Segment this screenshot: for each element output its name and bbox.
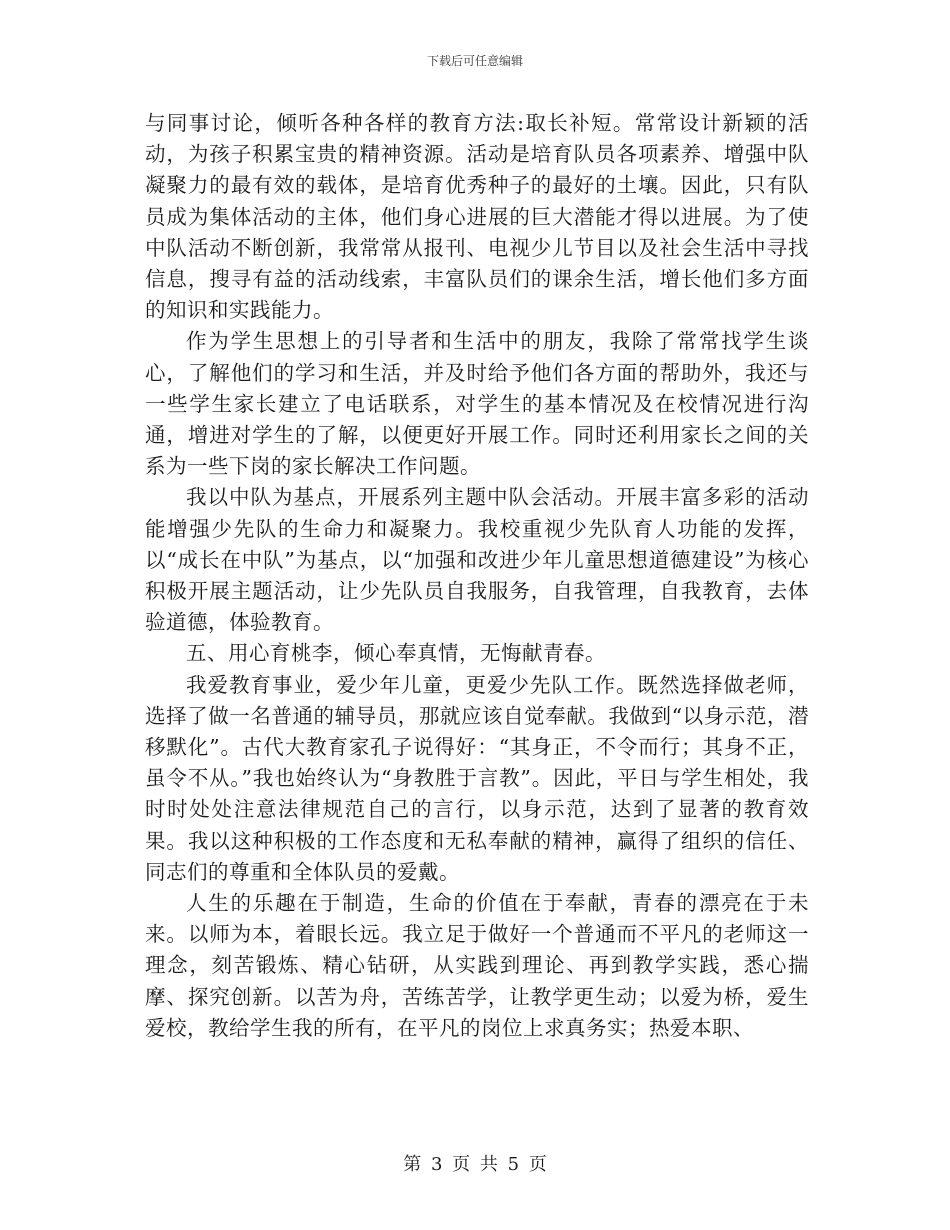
section-heading-5: 五、用心育桃李，倾心奉真情，无悔献青春。 [186, 641, 606, 666]
paragraph-5: 人生的乐趣在于制造，生命的价值在于奉献，青春的漂亮在于未来。以师为本，着眼长远。我立足于做好一个普通而不平凡的老师这一理念，刻苦锻炼、精心钻研，从实践到理论、再到教学实践，悉心揣摩、探究创新。以苦为舟，苦练苦学，让教学更生动；以爱为桥，爱生爱校，教给学生我的所有，在平凡的岗位上求真务实；热爱本职、 [145, 891, 809, 1040]
page-header: 下载后可任意编辑 [426, 54, 523, 68]
paragraph-4: 我爱教育事业，爱少年儿童，更爱少先队工作。既然选择做老师，选择了做一名普通的辅导员，那就应该自觉奉献。我做到“以身示范，潜移默化”。古代大教育家孔子说得好：“其身正，不令而行；其身不正，虽令不从。”我也始终认为“身教胜于言教”。因此，平日与学生相处，我时时处处注意法律规范自己的言行，以身示范，达到了显著的教育效果。我以这种积极的工作态度和无私奉献的精神，赢得了组织的信任、同志们的尊重和全体队员的爱戴。 [145, 672, 809, 884]
document-body [145, 108, 809, 1044]
page-number-footer: 第 3 页 共 5 页 [403, 1154, 547, 1175]
paragraph-2: 作为学生思想上的引导者和生活中的朋友，我除了常常找学生谈心，了解他们的学习和生活，并及时给予他们各方面的帮助外，我还与一些学生家长建立了电话联系，对学生的基本情况及在校情况进行沟通，增进对学生的了解，以便更好开展工作。同时还利用家长之间的关系为一些下岗的家长解决工作问题。 [145, 329, 809, 479]
paragraph-1: 与同事讨论，倾听各种各样的教育方法:取长补短。常常设计新颖的活动，为孩子积累宝贵的精神资源。活动是培育队员各项素养、增强中队凝聚力的最有效的载体，是培育优秀种子的最好的土壤。因此，只有队员成为集体活动的主体，他们身心进展的巨大潜能才得以进展。为了使中队活动不断创新，我常常从报刊、电视少儿节目以及社会生活中寻找信息，搜寻有益的活动线索，丰富队员们的课余生活，增长他们多方面的知识和实践能力。 [145, 111, 809, 323]
paragraph-3: 我以中队为基点，开展系列主题中队会活动。开展丰富多彩的活动能增强少先队的生命力和凝聚力。我校重视少先队育人功能的发挥，以“成长在中队”为基点，以“加强和改进少年儿童思想道德建设”为核心积极开展主题活动，让少先队员自我服务，自我管理，自我教育，去体验道德，体验教育。 [145, 485, 809, 635]
